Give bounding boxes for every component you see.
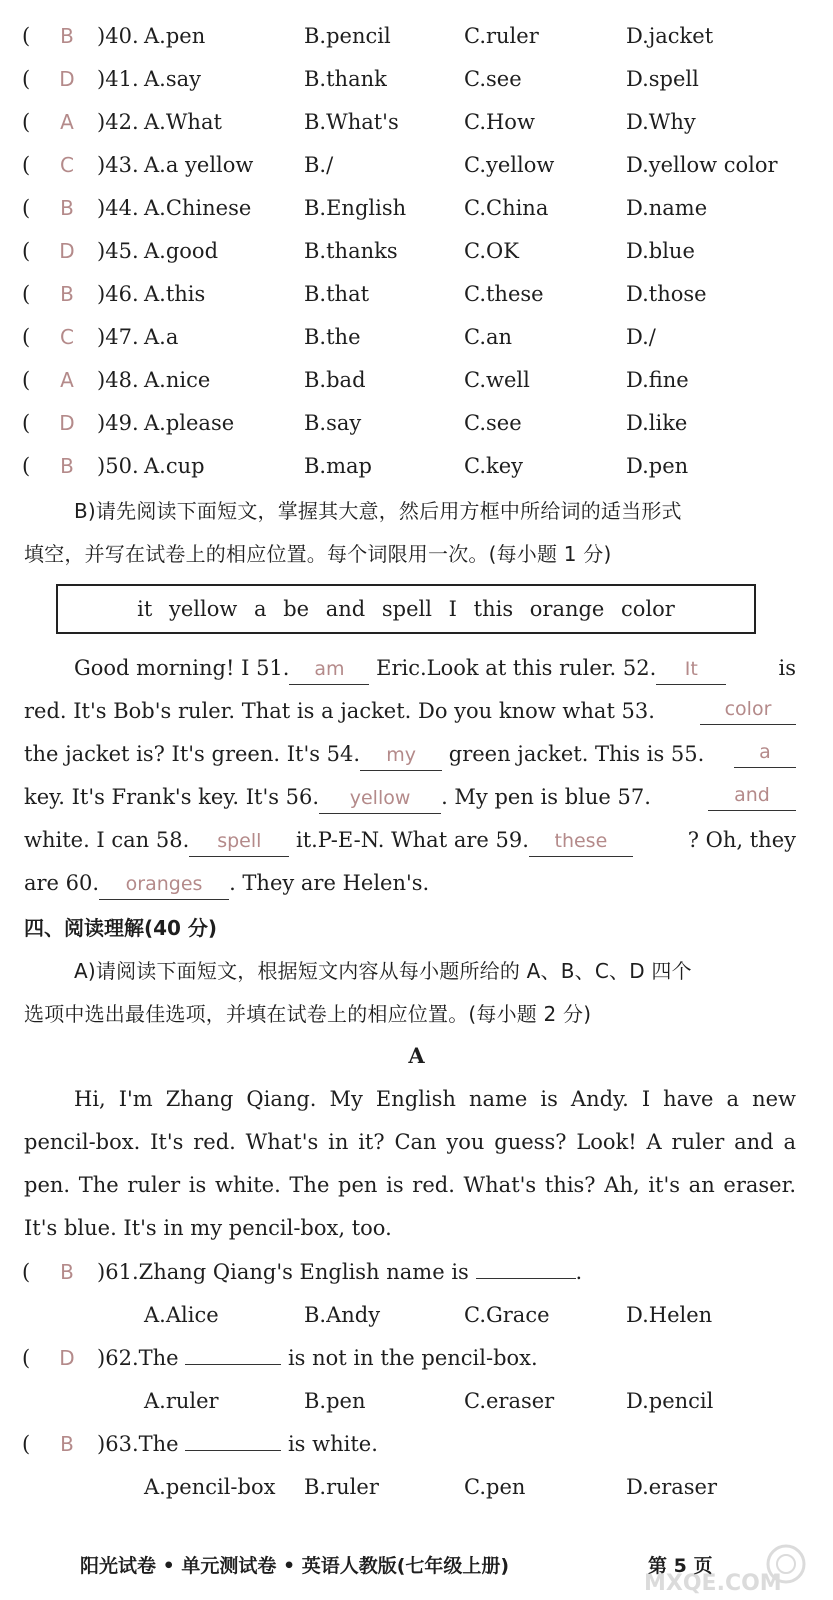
footer-title: 阳光试卷 • 单元测试卷 • 英语人教版(七年级上册) xyxy=(80,1555,510,1577)
blank-60: oranges xyxy=(99,869,229,900)
option-d: D.Helen xyxy=(626,1303,713,1327)
option-c: C.eraser xyxy=(464,1389,555,1413)
left-paren: ( xyxy=(22,282,31,306)
mc-row xyxy=(0,104,833,140)
question-text: )61.Zhang Qiang's English name is . xyxy=(97,1260,583,1284)
question-stem xyxy=(0,1340,833,1376)
option-a: A.What xyxy=(144,110,222,134)
question-number: )50. xyxy=(97,454,139,478)
passage-line: It's blue. It's in my pencil-box, too. xyxy=(24,1216,392,1240)
option-d: D.name xyxy=(626,196,708,220)
option-b: B.What's xyxy=(304,110,399,134)
mc-row xyxy=(0,61,833,97)
option-d: D.like xyxy=(626,411,688,435)
question-number: )46. xyxy=(97,282,139,306)
option-a: A.pencil-box xyxy=(144,1475,276,1499)
passage-line: Hi, I'm Zhang Qiang. My English name is Andy. I have a new xyxy=(74,1087,796,1111)
option-d: D.Why xyxy=(626,110,696,134)
question-number: )48. xyxy=(97,368,139,392)
answer: C xyxy=(60,153,74,177)
instruction-line: 填空，并写在试卷上的相应位置。每个词限用一次。(每小题 1 分) xyxy=(24,542,612,566)
question-number: )44. xyxy=(97,196,139,220)
text: red. It's Bob's ruler. That is a jacket. Do you know what 53. xyxy=(24,699,655,723)
option-c: C.OK xyxy=(464,239,519,263)
question-text: )62.The is not in the pencil-box. xyxy=(97,1346,538,1370)
option-c: C.see xyxy=(464,67,522,91)
passage-line xyxy=(24,776,796,819)
question-number: )43. xyxy=(97,153,139,177)
passage-line xyxy=(24,819,796,862)
answer-blank xyxy=(185,1450,281,1451)
question-number: )45. xyxy=(97,239,139,263)
page-number: 第 5 页 xyxy=(648,1555,713,1577)
blank-53: color xyxy=(700,694,796,725)
option-c: C.ruler xyxy=(464,24,539,48)
blank-51: am xyxy=(289,654,369,685)
option-b: B.thanks xyxy=(304,239,398,263)
text: the jacket is? It's green. It's 54. xyxy=(24,742,361,766)
question-stem xyxy=(0,1426,833,1462)
blank-55: a xyxy=(734,737,796,768)
left-paren: ( xyxy=(22,325,31,349)
passage-title: A xyxy=(408,1043,425,1068)
mc-row xyxy=(0,276,833,312)
option-a: A.please xyxy=(144,411,235,435)
question-number: )47. xyxy=(97,325,139,349)
option-c: C.Grace xyxy=(464,1303,550,1327)
option-b: B./ xyxy=(304,153,334,177)
option-a: A.Alice xyxy=(144,1303,219,1327)
section-title: 四、阅读理解(40 分) xyxy=(24,916,218,940)
passage-line: pencil-box. It's red. What's in it? Can you guess? Look! A ruler and a xyxy=(24,1130,796,1154)
left-paren: ( xyxy=(22,24,31,48)
part-b-instructions xyxy=(24,490,796,576)
option-a: A.say xyxy=(144,67,202,91)
option-b: B.bad xyxy=(304,368,366,392)
option-b: B.Andy xyxy=(304,1303,381,1327)
blank-57: and xyxy=(708,780,796,811)
left-paren: ( xyxy=(22,368,31,392)
option-a: A.cup xyxy=(144,454,205,478)
option-b: B.that xyxy=(304,282,370,306)
watermark-logo xyxy=(636,1540,826,1596)
left-paren: ( xyxy=(22,67,31,91)
section-4-instructions xyxy=(24,950,796,1036)
text: key. It's Frank's key. It's 56. xyxy=(24,785,320,809)
left-paren: ( xyxy=(22,1260,31,1284)
text: is xyxy=(778,656,796,680)
left-paren: ( xyxy=(22,196,31,220)
option-d: D.spell xyxy=(626,67,699,91)
option-d: D.pen xyxy=(626,454,689,478)
options-row xyxy=(0,1297,833,1333)
left-paren: ( xyxy=(22,153,31,177)
option-a: A.good xyxy=(144,239,219,263)
option-c: C.pen xyxy=(464,1475,526,1499)
blank-59: these xyxy=(529,826,633,857)
left-paren: ( xyxy=(22,1346,31,1370)
question-text: )63.The is white. xyxy=(97,1432,378,1456)
option-a: A.ruler xyxy=(144,1389,219,1413)
mc-row xyxy=(0,405,833,441)
instruction-line: B)请先阅读下面短文，掌握其大意，然后用方框中所给词的适当形式 xyxy=(74,499,682,523)
text: . My pen is blue 57. xyxy=(441,785,651,809)
text: green jacket. This is 55. xyxy=(442,742,705,766)
passage-line xyxy=(24,733,796,776)
question-number: )40. xyxy=(97,24,139,48)
passage-line xyxy=(24,690,796,733)
answer: D xyxy=(59,1346,75,1370)
instruction-line: 选项中选出最佳选项，并填在试卷上的相应位置。(每小题 2 分) xyxy=(24,1002,592,1026)
option-d: D./ xyxy=(626,325,656,349)
left-paren: ( xyxy=(22,411,31,435)
option-d: D.fine xyxy=(626,368,689,392)
question-stem xyxy=(0,1254,833,1290)
option-b: B.ruler xyxy=(304,1475,379,1499)
answer: D xyxy=(59,411,75,435)
answer: B xyxy=(60,24,74,48)
question-number: )49. xyxy=(97,411,139,435)
answer: A xyxy=(60,368,74,392)
answer: A xyxy=(60,110,74,134)
instruction-line: A)请阅读下面短文，根据短文内容从每小题所给的 A、B、C、D 四个 xyxy=(74,959,692,983)
text: white. I can 58. xyxy=(24,828,190,852)
text: it.P-E-N. What are 59. xyxy=(289,828,529,852)
mc-row xyxy=(0,448,833,484)
mc-row xyxy=(0,319,833,355)
left-paren: ( xyxy=(22,1432,31,1456)
option-c: C.How xyxy=(464,110,535,134)
option-b: B.pencil xyxy=(304,24,391,48)
answer: B xyxy=(60,1260,74,1284)
option-a: A.Chinese xyxy=(144,196,252,220)
text: . They are Helen's. xyxy=(229,871,430,895)
option-a: A.this xyxy=(144,282,206,306)
word-box: it yellow a be and spell I this orange color xyxy=(56,584,756,634)
mc-row xyxy=(0,362,833,398)
watermark-text: MXQE.COM xyxy=(644,1571,782,1596)
option-a: A.pen xyxy=(144,24,206,48)
mc-row xyxy=(0,147,833,183)
text: Good morning! I 51. xyxy=(74,656,290,680)
option-d: D.pencil xyxy=(626,1389,714,1413)
mc-row xyxy=(0,190,833,226)
answer: D xyxy=(59,67,75,91)
option-c: C.yellow xyxy=(464,153,555,177)
option-a: A.a yellow xyxy=(144,153,254,177)
question-number: )42. xyxy=(97,110,139,134)
text: are 60. xyxy=(24,871,100,895)
option-d: D.blue xyxy=(626,239,695,263)
blank-58: spell xyxy=(189,826,289,857)
option-b: B.pen xyxy=(304,1389,366,1413)
text: ? Oh, they xyxy=(687,828,796,852)
option-b: B.say xyxy=(304,411,362,435)
left-paren: ( xyxy=(22,454,31,478)
text: Eric.Look at this ruler. 52. xyxy=(369,656,657,680)
option-c: C.an xyxy=(464,325,513,349)
passage-line: pen. The ruler is white. The pen is red. What's this? Ah, it's an eraser. xyxy=(24,1173,796,1197)
blank-54: my xyxy=(360,740,442,771)
option-c: C.see xyxy=(464,411,522,435)
left-paren: ( xyxy=(22,239,31,263)
left-paren: ( xyxy=(22,110,31,134)
option-b: B.the xyxy=(304,325,361,349)
option-d: D.yellow color xyxy=(626,153,778,177)
option-a: A.nice xyxy=(144,368,211,392)
options-row xyxy=(0,1469,833,1505)
option-d: D.jacket xyxy=(626,24,714,48)
passage-line xyxy=(24,862,796,905)
answer: B xyxy=(60,454,74,478)
answer: D xyxy=(59,239,75,263)
mc-row xyxy=(0,18,833,54)
answer-blank xyxy=(476,1278,576,1279)
blank-52: It xyxy=(656,654,726,685)
option-c: C.well xyxy=(464,368,530,392)
option-b: B.English xyxy=(304,196,407,220)
answer: C xyxy=(60,325,74,349)
option-a: A.a xyxy=(144,325,179,349)
option-d: D.eraser xyxy=(626,1475,717,1499)
question-number: )41. xyxy=(97,67,139,91)
blank-56: yellow xyxy=(319,783,441,814)
answer: B xyxy=(60,1432,74,1456)
option-c: C.these xyxy=(464,282,544,306)
answer: B xyxy=(60,196,74,220)
option-b: B.map xyxy=(304,454,372,478)
options-row xyxy=(0,1383,833,1419)
answer-blank xyxy=(185,1364,281,1365)
option-b: B.thank xyxy=(304,67,387,91)
answer: B xyxy=(60,282,74,306)
option-d: D.those xyxy=(626,282,707,306)
option-c: C.China xyxy=(464,196,549,220)
mc-row xyxy=(0,233,833,269)
option-c: C.key xyxy=(464,454,524,478)
passage-line xyxy=(74,647,796,690)
